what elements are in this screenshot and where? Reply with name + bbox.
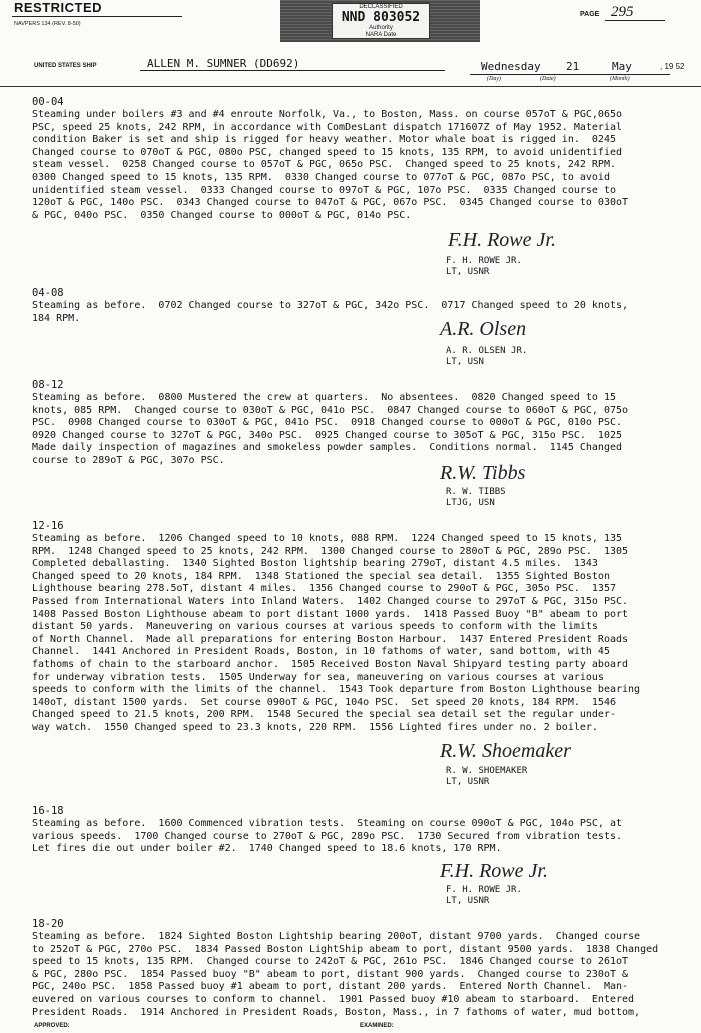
watch-text: Steaming under boilers #3 and #4 enroute Norfolk, Va., to Boston, Mass. on course 057oT & PGC,065o PSC, speed 25 knots, 242 RPM, in accordance with ComDesLant dispatch 171607Z of May 1952. Material condition Baker is set and ship is rigged for heavy weather. Motor whale boat is rigged in. 0245 Changed course to 070oT & PGC, 080o PSC, changed speed to 15 knots, 135 RPM, to avoid unidentified steam vessel. 0258 Changed course to 057oT & PGC, 065o PSC. Changed speed to 25 knots, 242 RPM. 0300 Changed speed to 15 knots, 135 RPM. 0330 Changed course to 077oT & PGC, 087o PSC, to avoid unidentified steam vessel. 0333 Changed course to 097oT & PGC, 107o PSC. 0335 Changed course to 120oT & PGC, 140o PSC. 0343 Changed course to 047oT & PGC, 067o PSC. 0345 Changed course to 030oT & PGC, 040o PSC. 0350 Changed course to 000oT & PGC, 014o PSC. xyxy=(32,109,629,221)
signer-block xyxy=(446,487,506,509)
signer-name: F. H. ROWE JR. xyxy=(446,256,522,266)
header-rule xyxy=(12,16,182,17)
log-date: 21 xyxy=(566,60,580,73)
stamp-authority: NND 803052 xyxy=(341,10,421,25)
signer-rank: LTJG, USN xyxy=(446,498,495,508)
signature: R.W. Tibbs xyxy=(440,462,526,484)
ship-label: UNITED STATES SHIP xyxy=(34,63,97,69)
page-label: PAGE xyxy=(580,11,600,18)
log-day: Wednesday xyxy=(481,60,541,73)
watch-text: Steaming as before. 1206 Changed speed to 10 knots, 088 RPM. 1224 Changed speed to 15 knots, 135 RPM. 1248 Changed speed to 25 knots, 242 RPM. 1300 Changed course to 280oT & PGC, 289o PSC. 1305 Completed deballasting. 1340 Sighted Boston lightship bearing 279oT, distant 4.5 miles. 1343 Changed speed to 20 knots, 184 RPM. 1348 Stationed the special sea detail. 1355 Sighted Boston Lighthouse bearing 278.5oT, distant 4 miles. 1356 Changed course to 290oT & PGC, 305o PSC. 1357 Passed from International Waters into Inland Waters. 1402 Changed course to 297oT & PGC, 315o PSC. 1408 Passed Boston Lighthouse abeam to port distant 1000 yards. 1418 Passed Buoy "B" abeam to port distant 50 yards. Maneuvering on various courses at various speeds to conform with the limits of North Channel. Made all preparations for entering Boston Harbour. 1437 Entered President Roads Channel. 1441 Anchored in President Roads, Boston, in 10 fathoms of water, sand bottom, with 45 fathoms of chain to the starboard anchor. 1505 Received Boston Naval Shipyard testing party aboard for underway vibration tests. 1505 Underway for sea, maneuvering on various courses at various speeds to conform with the limits of the channel. 1543 Took departure from Boston Lighthouse bearing 140oT, distant 1500 yards. Set course 090oT & PGC, 104o PSC. Set speed 20 knots, 184 RPM. 1546 Changed speed to 21.5 knots, 200 RPM. 1548 Secured the special sea detail set the regular under- way watch. 1550 Changed speed to 23.3 knots, 220 RPM. 1556 Lighted fires under no. 2 boiler. xyxy=(32,533,641,733)
log-year: , 19 52 xyxy=(660,62,685,71)
examined-label: EXAMINED: xyxy=(360,1023,394,1029)
signer-block xyxy=(446,885,522,907)
day-caption: (Day) xyxy=(487,76,501,82)
signer-rank: LT, USNR xyxy=(446,777,490,787)
approved-label: APPROVED: xyxy=(34,1023,70,1029)
header-divider xyxy=(0,86,701,87)
signer-rank: LT, USNR xyxy=(446,896,490,906)
signer-name: R. W. SHOEMAKER xyxy=(446,766,528,776)
watch-heading: 00-04 xyxy=(32,96,64,108)
date-caption: (Date) xyxy=(540,76,556,82)
page-number: 295 xyxy=(611,4,634,20)
watch-heading: 12-16 xyxy=(32,520,64,532)
classification-label: RESTRICTED xyxy=(14,0,103,15)
watch-text: Steaming as before. 1600 Commenced vibration tests. Steaming on course 090oT & PGC, 104o PSC, at various speeds. 1700 Changed course to 270oT & PGC, 289o PSC. 1730 Secured from vibration tests. Let fires die out under boiler #2. 1740 Changed speed to 18.6 knots, 170 RPM. xyxy=(32,818,623,855)
log-month: May xyxy=(612,60,632,73)
signature: R.W. Shoemaker xyxy=(440,740,571,762)
log-entry-18-20 xyxy=(32,918,682,1019)
signer-block xyxy=(446,256,522,278)
date-line xyxy=(470,74,670,75)
signature: F.H. Rowe Jr. xyxy=(448,229,556,251)
watch-heading: 08-12 xyxy=(32,379,64,391)
stamp-line4: NARA Date xyxy=(365,32,397,38)
watch-text: Steaming as before. 1824 Sighted Boston Lightship bearing 200oT, distant 9700 yards. Changed course to 252oT & PGC, 270o PSC. 1834 Passed Boston LightShip abeam to port, distant 9500 yards. 1838 Changed speed to 15 knots, 135 RPM. Changed course to 242oT & PGC, 261o PSC. 1846 Changed course to 261oT & PGC, 280o PSC. 1854 Passed buoy "B" abeam to port, distant 900 yards. Changed course to 230oT & PGC, 240o PSC. 1858 Passed buoy #1 abeam to port, distant 200 yards. Entered North Channel. Man- euvered on various courses to conform to channel. 1901 Passed buoy #10 abeam to starboard. Entered President Roads. 1914 Anchored in President Roads, Boston, Mass., in 7 fathoms of water, mud bottom, xyxy=(32,931,659,1018)
signer-block xyxy=(446,346,527,368)
form-id: NAVPERS 134 (REV. 8-50) xyxy=(14,21,81,27)
page-number-line xyxy=(605,20,665,21)
signer-rank: LT, USNR xyxy=(446,267,490,277)
watch-heading: 04-08 xyxy=(32,287,64,299)
signature: A.R. Olsen xyxy=(440,318,527,340)
log-entry-00-04 xyxy=(32,96,682,222)
signer-block xyxy=(446,766,527,788)
watch-heading: 18-20 xyxy=(32,918,64,930)
stamp-line1: DECLASSIFIED xyxy=(359,4,403,10)
signer-name: F. H. ROWE JR. xyxy=(446,885,522,895)
declassification-stamp xyxy=(332,3,430,39)
log-entry-04-08 xyxy=(32,287,682,325)
stamp-line3: Authority xyxy=(369,25,393,31)
signer-name: R. W. TIBBS xyxy=(446,487,506,497)
log-entry-08-12 xyxy=(32,379,682,468)
log-entry-12-16 xyxy=(32,520,682,735)
ship-name: ALLEN M. SUMNER (DD692) xyxy=(147,57,300,70)
signer-name: A. R. OLSEN JR. xyxy=(446,346,528,356)
log-entry-16-18 xyxy=(32,805,682,856)
watch-text: Steaming as before. 0800 Mustered the crew at quarters. No absentees. 0820 Changed speed to 15 knots, 085 RPM. Changed course to 030oT & PGC, 041o PSC. 0847 Changed course to 060oT & PGC, 075o PSC. 0908 Changed course to 030oT & PGC, 041o PSC. 0918 Changed course to 000oT & PGC, 010o PSC. 0920 Changed course to 327oT & PGC, 340o PSC. 0925 Changed course to 305oT & PGC, 315o PSC. 1025 Made daily inspection of magazines and smokeless powder samples. Conditions normal. 1145 Changed course to 289oT & PGC, 307o PSC. xyxy=(32,392,629,466)
month-caption: (Month) xyxy=(610,76,630,82)
ship-name-line xyxy=(140,70,445,71)
signature: F.H. Rowe Jr. xyxy=(440,860,548,882)
signer-rank: LT, USN xyxy=(446,357,484,367)
watch-text: Steaming as before. 0702 Changed course to 327oT & PGC, 342o PSC. 0717 Changed speed to 20 knots, 184 RPM. xyxy=(32,300,629,324)
watch-heading: 16-18 xyxy=(32,805,64,817)
